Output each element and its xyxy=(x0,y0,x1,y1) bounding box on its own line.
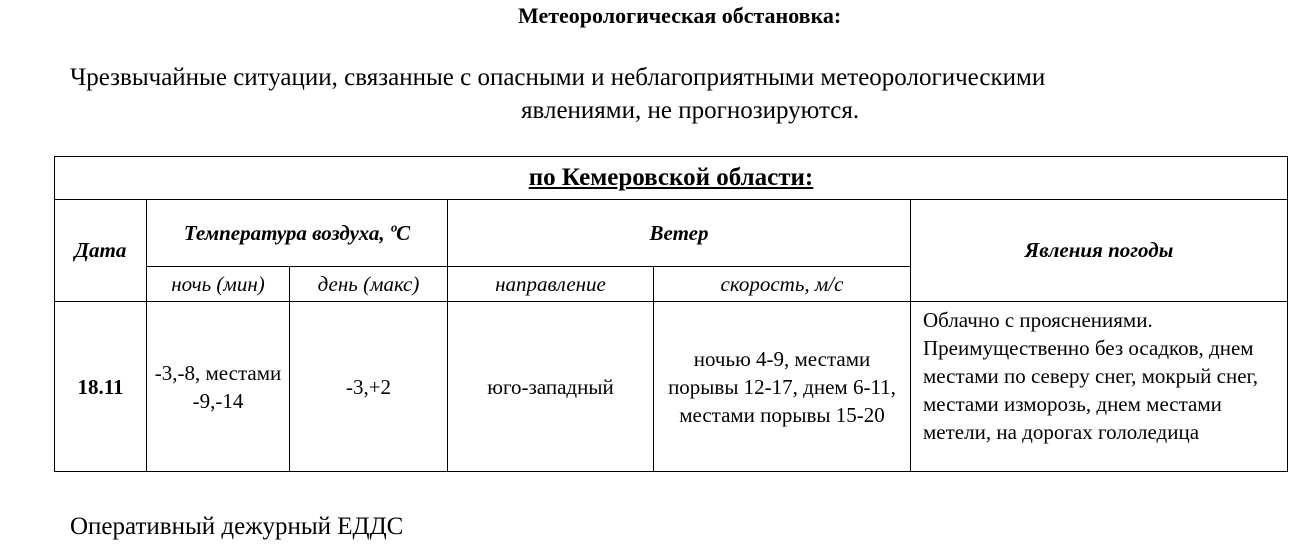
page-heading: Метеорологическая обстановка: xyxy=(518,3,842,28)
region-row xyxy=(55,157,1288,200)
cell-wind-speed: ночью 4-9, местами порывы 12-17, днем 6-11, местами порывы 15-20 xyxy=(654,302,911,472)
cell-date: 18.11 xyxy=(55,302,147,472)
header-row-main xyxy=(55,200,1288,267)
statement-line-1: Чрезвычайные ситуации, связанные с опасными и неблагоприятными метеорологическими xyxy=(70,64,1046,91)
header-phenomena: Явления погоды xyxy=(911,200,1288,302)
header-direction: направление xyxy=(448,267,654,302)
header-speed: скорость, м/с xyxy=(654,267,911,302)
region-title: по Кемеровской области: xyxy=(55,157,1288,200)
footer-signature: Оперативный дежурный ЕДДС xyxy=(70,513,404,540)
cell-wind-direction: юго-западный xyxy=(448,302,654,472)
header-wind: Ветер xyxy=(448,200,911,267)
header-day: день (макс) xyxy=(290,267,448,302)
cell-day-temp: -3,+2 xyxy=(290,302,448,472)
weather-forecast-table xyxy=(54,156,1288,472)
forecast-statement xyxy=(70,61,1210,127)
table-row xyxy=(55,302,1288,472)
header-temperature: Температура воздуха, ºC xyxy=(147,200,448,267)
cell-night-temp: -3,-8, местами -9,-14 xyxy=(147,302,290,472)
statement-line-2: явлениями, не прогнозируются. xyxy=(521,97,860,124)
cell-weather-phenomena: Облачно с прояснениями. Преимущественно без осадков, днем местами по северу снег, мокрый снег, местами изморозь, днем местами метели, на дорогах гололедица xyxy=(911,302,1288,472)
header-night: ночь (мин) xyxy=(147,267,290,302)
header-date: Дата xyxy=(55,200,147,302)
